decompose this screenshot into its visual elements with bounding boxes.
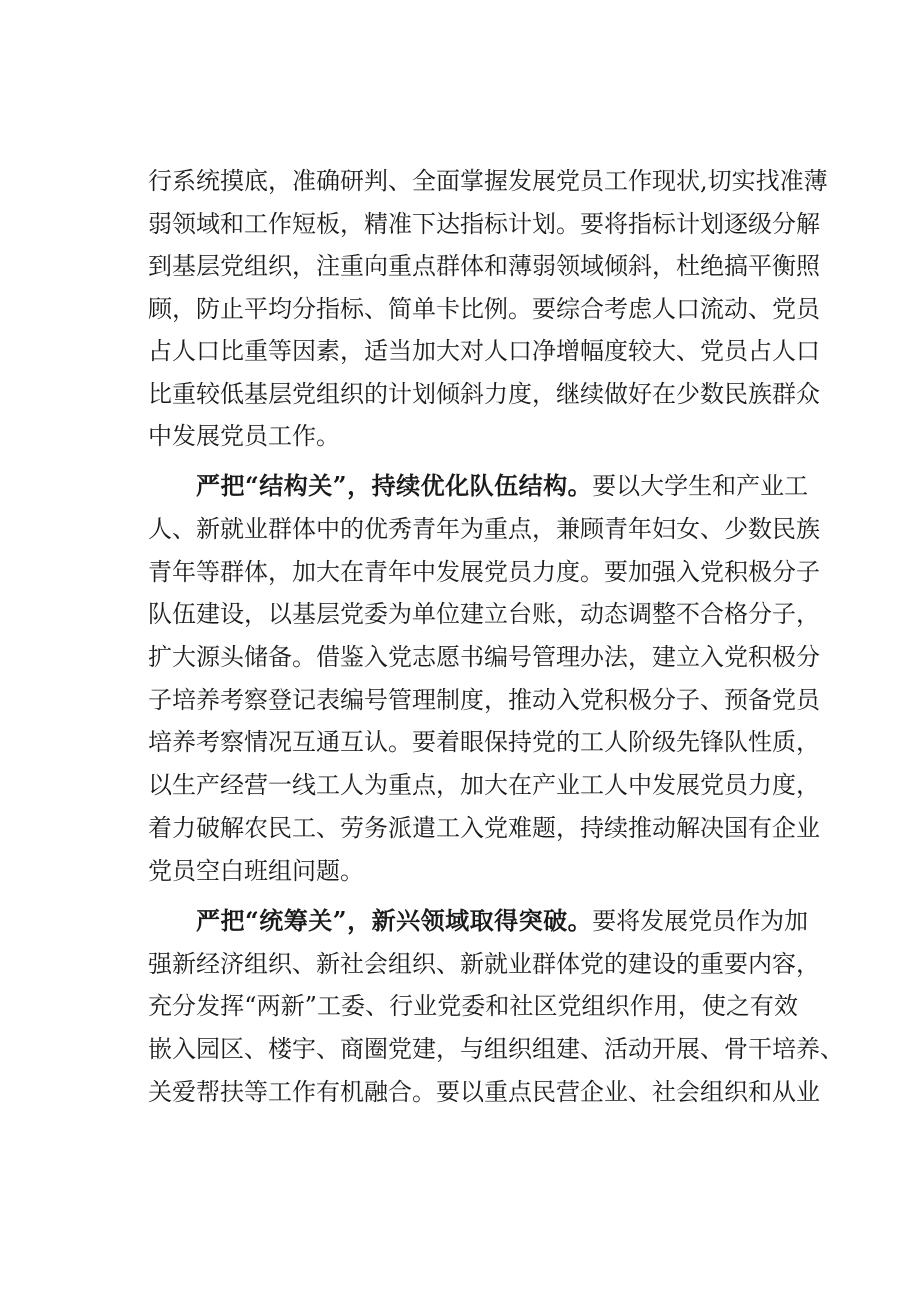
text-line xyxy=(0,161,920,201)
body-text: 行系统摸底，准确研判、全面掌握发展党员工作现状,切实找准薄 xyxy=(148,167,828,195)
text-line xyxy=(0,680,920,720)
body-text: 着力破解农民工、劳务派遣工入党难题，持续推动解决国有企业 xyxy=(148,814,820,842)
body-text: 扩大源头储备。借鉴入党志愿书编号管理办法，建立入党积极分 xyxy=(148,643,820,671)
text-line xyxy=(0,552,920,592)
text-line xyxy=(0,331,920,371)
body-text: 到基层党组织，注重向重点群体和薄弱领域倾斜，杜绝搞平衡照 xyxy=(148,252,820,280)
text-line xyxy=(0,808,920,848)
body-text: 要以大学生和产业工 xyxy=(592,472,809,500)
text-line xyxy=(0,1029,920,1069)
body-text: 党员空白班组问题。 xyxy=(148,857,364,885)
body-text: 子培养考察登记表编号管理制度，推动入党积极分子、预备党员 xyxy=(148,686,820,714)
body-text: 占人口比重等因素，适当加大对人口净增幅度较大、党员占人口 xyxy=(148,337,820,365)
section-heading-text: 严把“结构关”，持续优化队伍结构。 xyxy=(196,471,593,500)
body-text: 强新经济组织、新社会组织、新就业群体党的建设的重要内容， xyxy=(148,950,820,978)
paragraph-first-line xyxy=(0,901,920,941)
body-text: 关爱帮扶等工作有机融合。要以重点民营企业、社会组织和从业 xyxy=(148,1078,820,1106)
body-text: 要将发展党员作为加 xyxy=(592,907,809,935)
text-line xyxy=(0,509,920,549)
text-line xyxy=(0,374,920,414)
text-line xyxy=(0,944,920,984)
text-line xyxy=(0,637,920,677)
text-line xyxy=(0,246,920,286)
paragraph-first-line xyxy=(0,466,920,506)
body-text: 充分发挥“两新”工委、行业党委和社区党组织作用，使之有效 xyxy=(148,992,799,1020)
text-line xyxy=(0,1072,920,1112)
body-text: 比重较低基层党组织的计划倾斜力度，继续做好在少数民族群众 xyxy=(148,380,820,408)
text-line xyxy=(0,986,920,1026)
body-text: 顾，防止平均分指标、简单卡比例。要综合考虑人口流动、党员 xyxy=(148,295,820,323)
body-text: 中发展党员工作。 xyxy=(148,422,340,450)
body-text: 青年等群体，加大在青年中发展党员力度。要加强入党积极分子 xyxy=(148,558,820,586)
body-text: 培养考察情况互通互认。要着眼保持党的工人阶级先锋队性质， xyxy=(148,728,820,756)
text-line xyxy=(0,289,920,329)
text-line xyxy=(0,416,920,456)
text-line xyxy=(0,204,920,244)
body-text: 弱领域和工作短板，精准下达指标计划。要将指标计划逐级分解 xyxy=(148,210,820,238)
body-text: 人、新就业群体中的优秀青年为重点，兼顾青年妇女、少数民族 xyxy=(148,515,820,543)
section-heading-text: 严把“统筹关”，新兴领域取得突破。 xyxy=(196,906,593,935)
body-text: 以生产经营一线工人为重点，加大在产业工人中发展党员力度， xyxy=(148,771,820,799)
body-text: 队伍建设，以基层党委为单位建立台账，动态调整不合格分子， xyxy=(148,600,820,628)
text-line xyxy=(0,765,920,805)
body-text: 嵌入园区、楼宇、商圈党建，与组织组建、活动开展、骨干培养、 xyxy=(148,1035,844,1063)
text-line xyxy=(0,851,920,891)
text-line xyxy=(0,722,920,762)
text-line xyxy=(0,594,920,634)
